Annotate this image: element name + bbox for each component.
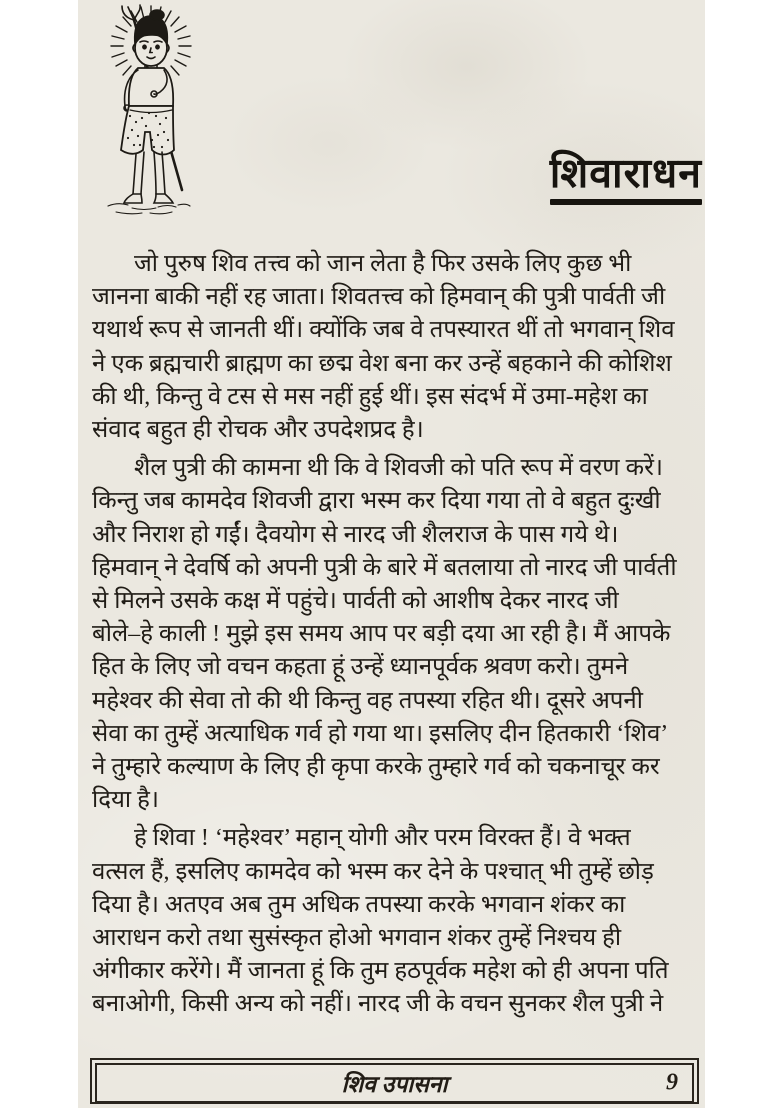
paragraph (92, 822, 697, 1021)
text-line: वत्सल हैं, इसलिए कामदेव को भस्म कर देने के पश्चात् भी तुम्हें छोड़ (92, 858, 654, 885)
text-line: से मिलने उसके कक्ष में पहुंचे। पार्वती को आशीष देकर नारद जी (92, 588, 619, 615)
left-leg (133, 154, 136, 194)
right-leg (154, 152, 156, 194)
chapter-title-block (550, 150, 702, 205)
footer-inner-border (95, 1063, 694, 1103)
text-line: ने तुम्हारे कल्याण के लिए ही कृपा करके तुम्हारे गर्व को चकनाचूर कर (92, 754, 660, 781)
text-line: बनाओगी, किसी अन्य को नहीं। नारद जी के वचन सुनकर शैल पुत्री ने (92, 991, 664, 1018)
child-shiva-with-trident-illustration (94, 4, 206, 220)
text-line: हे शिवा ! ‘महेश्वर’ महान् योगी और परम विरक्त हैं। वे भक्त (134, 825, 631, 852)
chapter-title: शिवाराधन (549, 150, 702, 196)
text-line: और निराश हो गईं। दैवयोग से नारद जी शैलराज के पास गये थे। (92, 521, 619, 548)
text-line: यथार्थ रूप से जानती थीं। क्योंकि जब वे तपस्यारत थीं तो भगवान् शिव (92, 317, 675, 344)
right-eye (156, 45, 159, 49)
text-line: अंगीकार करेंगे। मैं जानता हूं कि तुम हठपूर्वक महेश को ही अपना पति (92, 958, 669, 985)
text-line: हित के लिए जो वचन कहता हूं उन्हें ध्यानपूर्वक श्रवण करो। तुमने (92, 654, 629, 681)
footer-book-title: शिव उपासना (341, 1072, 448, 1097)
footer-box (90, 1058, 699, 1104)
text-line: आराधन करो तथा सुसंस्कृत होओ भगवान शंकर तुम्हें निश्चय ही (92, 925, 622, 952)
paragraph (92, 452, 697, 817)
text-line: जानना बाकी नहीं रह जाता। शिवतत्त्व को हिमवान् की पुत्री पार्वती जी (92, 284, 666, 311)
text-line: महेश्वर की सेवा तो की थी किन्तु वह तपस्या रहित थी। दूसरे अपनी (92, 687, 643, 714)
text-line: दिया है। (92, 787, 159, 814)
ground-strokes (108, 204, 190, 214)
topknot (150, 10, 164, 20)
footer-page-number: 9 (666, 1069, 678, 1096)
book-page (78, 0, 705, 1108)
paragraph (92, 248, 697, 447)
text-line: दिया है। अतएव अब तुम अधिक तपस्या करके भगवान शंकर का (92, 891, 626, 918)
text-line: ने एक ब्रह्मचारी ब्राह्मण का छद्म वेश बना कर उन्हें बहकाने की कोशिश (92, 350, 672, 377)
text-line: जो पुरुष शिव तत्त्व को जान लेता है फिर उसके लिए कुछ भी (134, 251, 632, 277)
text-line: की थी, किन्तु वे टस से मस नहीं हुई थीं। इस संदर्भ में उमा-महेश का (92, 383, 648, 410)
text-line: किन्तु जब कामदेव शिवजी द्वारा भस्म कर दिया गया तो वे बहुत दुःखी (92, 488, 661, 515)
text-line: सेवा का तुम्हें अत्याधिक गर्व हो गया था। इसलिए दीन हितकारी ‘शिव’ (92, 720, 669, 747)
text-line: हिमवान् ने देवर्षि को अपनी पुत्री के बारे में बतलाया तो नारद जी पार्वती (92, 554, 677, 581)
text-line: शैल पुत्री की कामना थी कि वे शिवजी को पति रूप में वरण करें। (134, 455, 663, 482)
text-line: बोले–हे काली ! मुझे इस समय आप पर बड़ी दया आ रही है। मैं आपके (92, 621, 671, 648)
title-underline (550, 199, 702, 205)
left-eye (143, 45, 146, 49)
left-foot (124, 194, 142, 203)
dhoti (121, 106, 174, 155)
text-line: संवाद बहुत ही रोचक और उपदेशप्रद है। (92, 417, 424, 444)
body-text (92, 248, 697, 1022)
right-foot (154, 194, 173, 203)
